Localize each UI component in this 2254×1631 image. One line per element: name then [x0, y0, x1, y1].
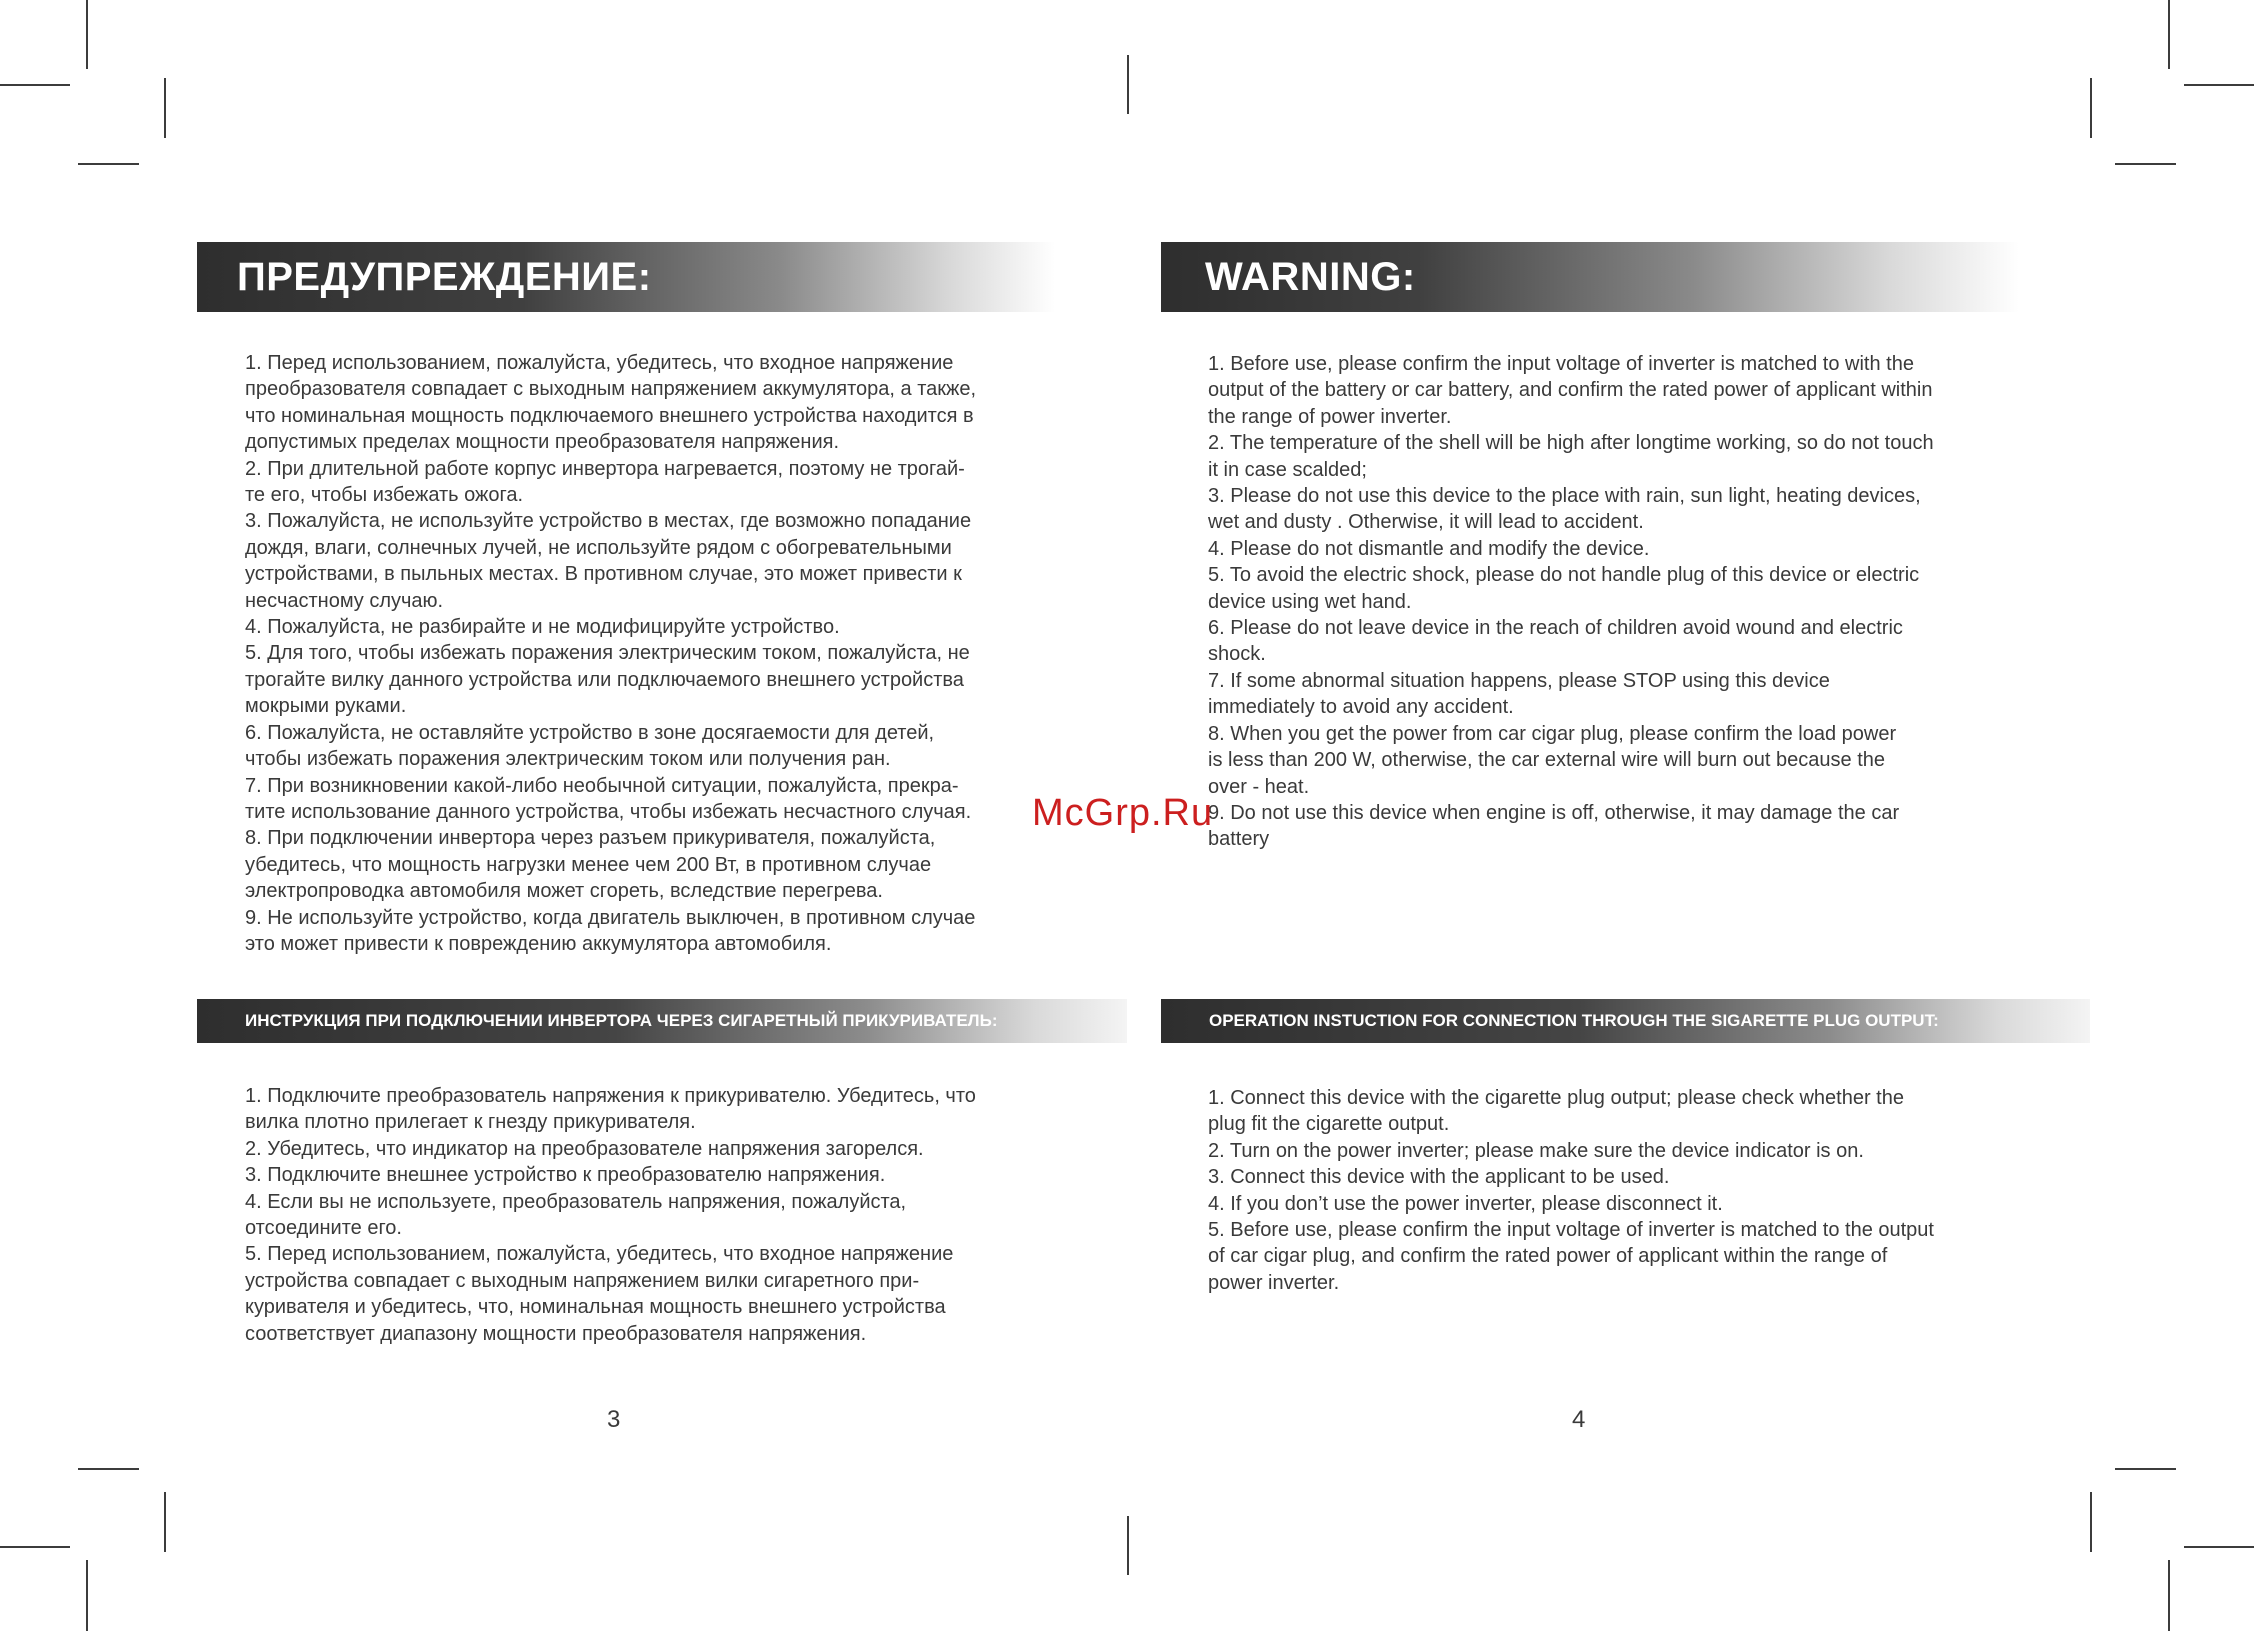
instruction-line: of car cigar plug, and confirm the rated power of applicant within the range of	[1208, 1245, 1888, 1268]
instruction-line: устройства совпадает с выходным напряжением вилки сигаретного при-	[245, 1269, 920, 1292]
instruction-line: 2. Убедитесь, что индикатор на преобразователе напряжения загорелся.	[245, 1137, 924, 1160]
warning-line: это может привести к повреждению аккумулятора автомобиля.	[245, 932, 832, 955]
instruction-list	[1208, 1085, 2038, 1296]
warning-line: 7. If some abnormal situation happens, please STOP using this device	[1208, 669, 1830, 692]
warning-line: 1. Before use, please confirm the input voltage of inverter is matched to with the	[1208, 353, 1914, 375]
instruction-line: plug fit the cigarette output.	[1208, 1113, 1450, 1136]
instruction-title-bar	[197, 999, 1127, 1043]
warning-line: 1. Перед использованием, пожалуйста, убедитесь, что входное напряжение	[245, 352, 954, 374]
warning-line: 9. Do not use this device when engine is off, otherwise, it may damage the car	[1208, 801, 1900, 824]
crop-mark	[78, 163, 139, 165]
instruction-line: 2. Turn on the power inverter; please make sure the device indicator is on.	[1208, 1139, 1864, 1162]
instruction-line: куривателя и убедитесь, что, номинальная мощность внешнего устройства	[245, 1296, 946, 1319]
warning-title: ПРЕДУПРЕЖДЕНИЕ:	[237, 254, 652, 299]
warning-line: устройствами, в пыльных местах. В противном случае, это может привести к	[245, 563, 962, 586]
warning-line: преобразователя совпадает с выходным напряжением аккумулятора, а также,	[245, 378, 977, 401]
instruction-title-bar	[1161, 999, 2090, 1043]
warning-line: 8. При подключении инвертора через разъем прикуривателя, пожалуйста,	[245, 827, 936, 850]
instruction-line: 1. Connect this device with the cigarette plug output; please check whether the	[1208, 1087, 1904, 1109]
page-number: 4	[1572, 1406, 1586, 1433]
warning-line: 4. Please do not dismantle and modify the device.	[1208, 537, 1650, 560]
warning-line: несчастному случаю.	[245, 589, 444, 612]
warning-line: электропроводка автомобиля может сгореть, вследствие перегрева.	[245, 880, 883, 903]
instruction-title: ИНСТРУКЦИЯ ПРИ ПОДКЛЮЧЕНИИ ИНВЕРТОРА ЧЕРЕЗ СИГАРЕТНЫЙ ПРИКУРИВАТЕЛЬ:	[245, 1011, 998, 1030]
warning-line: 8. When you get the power from car cigar plug, please confirm the load power	[1208, 722, 1897, 745]
warning-line: it in case scalded;	[1208, 458, 1367, 481]
warning-list	[1208, 351, 2038, 853]
warning-line: device using wet hand.	[1208, 590, 1412, 613]
warning-line: 6. Пожалуйста, не оставляйте устройство в зоне досягаемости для детей,	[245, 721, 935, 744]
crop-mark	[86, 1560, 88, 1631]
warning-list	[245, 350, 1065, 957]
warning-line: shock.	[1208, 643, 1266, 666]
instruction-line: 4. Если вы не используете, преобразователь напряжения, пожалуйста,	[245, 1190, 907, 1213]
crop-mark	[78, 1468, 139, 1470]
crop-mark	[86, 0, 88, 69]
warning-line: the range of power inverter.	[1208, 405, 1452, 428]
instruction-line: 1. Подключите преобразователь напряжения к прикуривателю. Убедитесь, что	[245, 1085, 976, 1107]
warning-line: 2. The temperature of the shell will be high after longtime working, so do not touch	[1208, 432, 1934, 455]
warning-line: over - heat.	[1208, 775, 1310, 798]
crop-mark	[2184, 1546, 2254, 1548]
instruction-line: 3. Подключите внешнее устройство к преобразователю напряжения.	[245, 1164, 886, 1187]
instruction-line: 4. If you don’t use the power inverter, please disconnect it.	[1208, 1192, 1723, 1215]
warning-line: допустимых пределах мощности преобразователя напряжения.	[245, 431, 840, 454]
instruction-title: OPERATION INSTUCTION FOR CONNECTION THROUGH THE SIGARETTE PLUG OUTPUT:	[1209, 1011, 1939, 1030]
warning-line: 3. Please do not use this device to the place with rain, sun light, heating devices,	[1208, 485, 1921, 508]
warning-line: мокрыми руками.	[245, 695, 407, 718]
warning-line: что номинальная мощность подключаемого внешнего устройства находится в	[245, 404, 974, 427]
warning-line: 3. Пожалуйста, не используйте устройство в местах, где возможно попадание	[245, 510, 972, 533]
crop-mark	[2184, 84, 2254, 86]
warning-line: тите использование данного устройства, чтобы избежать несчастного случая.	[245, 800, 972, 823]
warning-title-bar	[1161, 242, 2019, 312]
instruction-line: 5. Перед использованием, пожалуйста, убедитесь, что входное напряжение	[245, 1243, 954, 1266]
watermark: McGrp.Ru	[1032, 792, 1214, 834]
warning-line: battery	[1208, 828, 1270, 851]
instruction-line: 3. Connect this device with the applicant to be used.	[1208, 1166, 1670, 1189]
warning-line: 9. Не используйте устройство, когда двигатель выключен, в противном случае	[245, 906, 976, 929]
instruction-line: 5. Before use, please confirm the input voltage of inverter is matched to the output	[1208, 1219, 1934, 1242]
instruction-line: соответствует диапазону мощности преобразователя напряжения.	[245, 1322, 867, 1345]
crop-mark	[0, 84, 70, 86]
page-number: 3	[607, 1406, 621, 1433]
crop-mark	[2168, 0, 2170, 69]
instruction-line: отсоедините его.	[245, 1217, 402, 1240]
warning-line: чтобы избежать поражения электрическим током или получения ран.	[245, 748, 891, 771]
crop-mark	[2115, 163, 2176, 165]
warning-line: те его, чтобы избежать ожога.	[245, 484, 524, 507]
warning-line: 5. Для того, чтобы избежать поражения электрическим током, пожалуйста, не	[245, 642, 970, 665]
crop-mark	[0, 1546, 70, 1548]
crop-mark	[2168, 1560, 2170, 1631]
instruction-line: вилка плотно прилегает к гнезду прикуривателя.	[245, 1111, 696, 1134]
warning-line: 4. Пожалуйста, не разбирайте и не модифицируйте устройство.	[245, 616, 840, 639]
crop-mark	[2115, 1468, 2176, 1470]
warning-line: 2. При длительной работе корпус инвертора нагревается, поэтому не трогай-	[245, 457, 965, 480]
crop-mark	[2090, 1492, 2092, 1552]
crop-mark	[164, 78, 166, 138]
warning-line: 7. При возникновении какой-либо необычной ситуации, пожалуйста, прекра-	[245, 774, 959, 797]
warning-line: убедитесь, что мощность нагрузки менее чем 200 Вт, в противном случае	[245, 853, 932, 876]
warning-line: трогайте вилку данного устройства или подключаемого внешнего устройства	[245, 668, 964, 691]
crop-mark	[1127, 1516, 1129, 1575]
instruction-list	[245, 1083, 1065, 1347]
warning-line: 5. To avoid the electric shock, please do not handle plug of this device or electric	[1208, 564, 1920, 587]
crop-mark	[2090, 78, 2092, 138]
warning-line: is less than 200 W, otherwise, the car external wire will burn out because the	[1208, 749, 1886, 772]
warning-line: дождя, влаги, солнечных лучей, не используйте рядом с обогревательными	[245, 536, 952, 559]
warning-title-bar	[197, 242, 1055, 312]
warning-line: 6. Please do not leave device in the reach of children avoid wound and electric	[1208, 617, 1903, 640]
warning-line: wet and dusty . Otherwise, it will lead to accident.	[1208, 511, 1644, 534]
warning-line: output of the battery or car battery, and confirm the rated power of applicant within	[1208, 379, 1933, 402]
crop-mark	[164, 1492, 166, 1552]
crop-mark	[1127, 55, 1129, 114]
instruction-line: power inverter.	[1208, 1271, 1340, 1294]
warning-line: immediately to avoid any accident.	[1208, 696, 1514, 719]
warning-title: WARNING:	[1205, 254, 1416, 299]
